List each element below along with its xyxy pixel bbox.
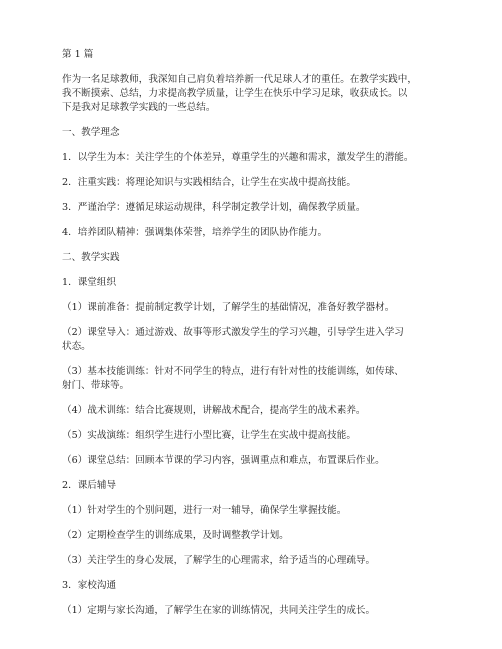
classroom-item-line: （2）课堂导入：通过游戏、故事等形式激发学生的学习兴趣，引导学生进入学习 [62, 327, 404, 338]
subheading-home-school-communication: 3．家校沟通 [62, 580, 117, 591]
subheading-classroom-organization: 1．课堂组织 [62, 277, 117, 288]
philosophy-item: 2．注重实践：将理论知识与实践相结合，让学生在实战中提高技能。 [62, 177, 356, 188]
document-body [62, 48, 442, 629]
section-heading-teaching-philosophy: 一、教学理念 [62, 127, 120, 138]
document-title: 第 1 篇 [62, 49, 94, 60]
classroom-item-line: （6）课堂总结：回顾本节课的学习内容，强调重点和难点，布置课后作业。 [62, 455, 385, 466]
classroom-item [62, 301, 442, 315]
classroom-item [62, 365, 442, 393]
section-heading-teaching-practice: 二、教学实践 [62, 252, 120, 263]
classroom-item [62, 429, 442, 443]
intro-line: 下是我对足球教学实践的一些总结。 [62, 102, 216, 113]
philosophy-item: 3．严谨治学：遵循足球运动规律，科学制定教学计划，确保教学质量。 [62, 202, 366, 213]
classroom-item-line: （4）战术训练：结合比赛规则，讲解战术配合，提高学生的战术素养。 [62, 405, 366, 416]
classroom-item-line: 射门、带球等。 [62, 380, 130, 391]
intro-line: 我不断摸索、总结，力求提高教学质量，让学生在快乐中学习足球，收获成长。以 [62, 88, 408, 99]
classroom-item-line: （3）基本技能训练：针对不同学生的特点，进行有针对性的技能训练，如传球、 [62, 366, 404, 377]
philosophy-item: 1．以学生为本：关注学生的个体差异，尊重学生的兴趣和需求，激发学生的潜能。 [62, 152, 414, 163]
intro-line: 作为一名足球教师，我深知自己肩负着培养新一代足球人才的重任。在教学实践中， [62, 74, 417, 85]
classroom-item-line: （1）课前准备：提前制定教学计划，了解学生的基础情况，准备好教学器材。 [62, 302, 395, 313]
classroom-item [62, 454, 442, 468]
tutoring-item: （1）针对学生的个别问题，进行一对一辅导，确保学生掌握技能。 [62, 505, 347, 516]
philosophy-item: 4．培养团队精神：强调集体荣誉，培养学生的团队协作能力。 [62, 227, 328, 238]
communication-item: （1）定期与家长沟通，了解学生在家的训练情况，共同关注学生的成长。 [62, 605, 376, 616]
classroom-item-line: （5）实战演练：组织学生进行小型比赛，让学生在实战中提高技能。 [62, 430, 356, 441]
tutoring-item: （3）关注学生的身心发展，了解学生的心理需求，给予适当的心理疏导。 [62, 555, 376, 566]
intro-paragraph [62, 73, 442, 115]
tutoring-item: （2）定期检查学生的训练成果，及时调整教学计划。 [62, 530, 289, 541]
classroom-item-line: 状态。 [62, 341, 91, 352]
classroom-item [62, 326, 442, 354]
subheading-after-class-tutoring: 2．课后辅导 [62, 480, 117, 491]
classroom-item [62, 404, 442, 418]
